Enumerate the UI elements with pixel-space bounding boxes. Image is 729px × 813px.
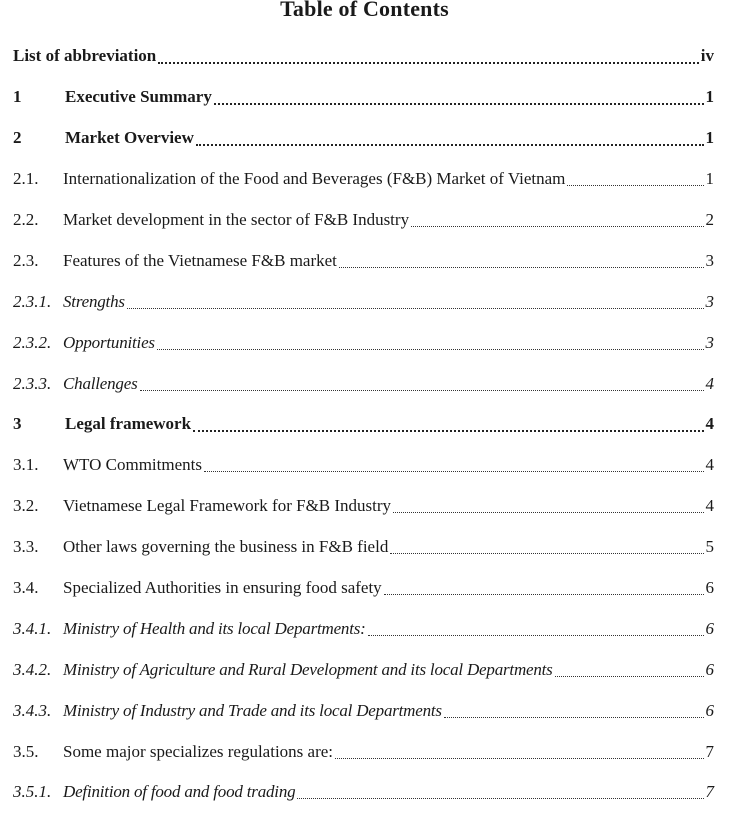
toc-entry-title: Definition of food and food trading [63,782,296,802]
toc-entry[interactable] [13,690,714,731]
toc-entry-page: 6 [705,659,714,679]
toc-list [13,36,714,813]
toc-entry-number: 3.2. [13,496,39,516]
toc-entry[interactable] [13,404,714,445]
toc-entry-title: Ministry of Health and its local Departments: [63,618,366,638]
toc-entry-title: Ministry of Industry and Trade and its local Departments [63,700,442,720]
dot-leader [297,797,703,799]
toc-entry-title: Legal framework [65,414,192,434]
dot-leader [140,389,704,391]
page-title: Table of Contents [280,0,449,21]
toc-entry-title: Specialized Authorities in ensuring food safety [63,578,382,598]
toc-entry[interactable] [13,240,714,281]
toc-entry-title: Executive Summary [65,87,212,107]
toc-entry-number: 2.3.2. [13,332,52,352]
dot-leader [196,143,704,146]
dot-leader [368,634,704,636]
toc-entry-page: 7 [705,782,714,802]
toc-entry-title: Some major specializes regulations are: [63,741,334,761]
toc-entry-title: Vietnamese Legal Framework for F&B Industry [63,496,392,516]
toc-entry-title: Ministry of Agriculture and Rural Development and its local Departments [63,659,553,679]
toc-entry[interactable] [13,281,714,322]
dot-leader [127,307,704,309]
toc-entry-title: Challenges [63,373,138,393]
dot-leader [157,348,704,350]
toc-entry[interactable] [13,200,714,241]
dot-leader [339,266,704,268]
toc-entry[interactable] [13,649,714,690]
toc-entry-page: 3 [705,250,714,270]
toc-entry-number: 3.5.1. [13,782,52,802]
toc-entry[interactable] [13,159,714,200]
toc-entry[interactable] [13,36,714,77]
toc-entry-title: Market Overview [65,128,194,148]
toc-entry[interactable] [13,322,714,363]
toc-entry-page: 3 [705,291,714,311]
toc-entry-number: 3.1. [13,455,39,475]
toc-entry-number: 2.3.3. [13,373,52,393]
toc-entry-title: Other laws governing the business in F&B field [63,537,389,557]
dot-leader [393,511,703,513]
toc-entry[interactable] [13,77,714,118]
dot-leader [204,470,704,472]
toc-entry-page: 2 [705,210,714,229]
toc-entry[interactable] [13,445,714,486]
toc-entry-number: 2.3. [13,250,39,270]
dot-leader [158,61,699,64]
toc-entry-number: 1 [13,87,22,107]
toc-entry-title: Features of the Vietnamese F&B market [63,250,337,270]
toc-entry-page: 4 [705,373,714,393]
toc-entry-page: 1 [705,87,714,107]
toc-entry-number: 3.4.1. [13,618,52,638]
toc-entry-page: 1 [705,128,714,148]
toc-entry-page: 1 [705,169,714,189]
toc-entry[interactable] [13,486,714,527]
toc-entry-page: 6 [705,700,714,720]
toc-entry-page: 6 [705,578,714,598]
toc-entry-number: 3.4. [13,578,39,598]
toc-entry-page: 4 [705,414,714,434]
toc-entry[interactable] [13,363,714,404]
toc-entry[interactable] [13,118,714,159]
toc-entry-number: 2.2. [13,210,39,229]
toc-entry-title: Market development in the sector of F&B Industry [63,210,410,229]
dot-leader [555,675,704,677]
dot-leader [411,225,703,227]
toc-entry[interactable] [13,568,714,609]
toc-entry-number: 2 [13,128,22,148]
toc-entry-page: 5 [705,537,714,557]
dot-leader [335,757,703,759]
toc-entry-page: 4 [705,455,714,475]
toc-entry-number: 3 [13,414,22,434]
toc-entry-title: WTO Commitments [63,455,202,475]
toc-entry-page: 3 [705,332,714,352]
dot-leader [214,102,704,105]
dot-leader [390,552,703,554]
toc-entry-number: 3.4.2. [13,659,52,679]
toc-entry-number: 3.3. [13,537,39,557]
toc-entry[interactable] [13,527,714,568]
dot-leader [567,184,703,186]
toc-entry-title: List of abbreviation [13,46,157,66]
dot-leader [193,429,703,432]
toc-entry-number: 3.4.3. [13,700,52,720]
toc-entry-number: 2.3.1. [13,291,52,311]
toc-entry-title: Strengths [63,291,125,311]
toc-entry-page: 7 [705,741,714,761]
toc-entry-page: 4 [705,496,714,516]
dot-leader [444,716,704,718]
toc-entry-number: 3.5. [13,741,39,761]
dot-leader [384,593,704,595]
toc-entry[interactable] [13,731,714,772]
toc-entry-page: iv [700,46,714,66]
toc-entry-number: 2.1. [13,169,39,189]
toc-entry-title: Internationalization of the Food and Beverages (F&B) Market of Vietnam [63,169,566,189]
toc-entry-title: Opportunities [63,332,155,352]
toc-entry[interactable] [13,608,714,649]
toc-entry-page: 6 [705,618,714,638]
